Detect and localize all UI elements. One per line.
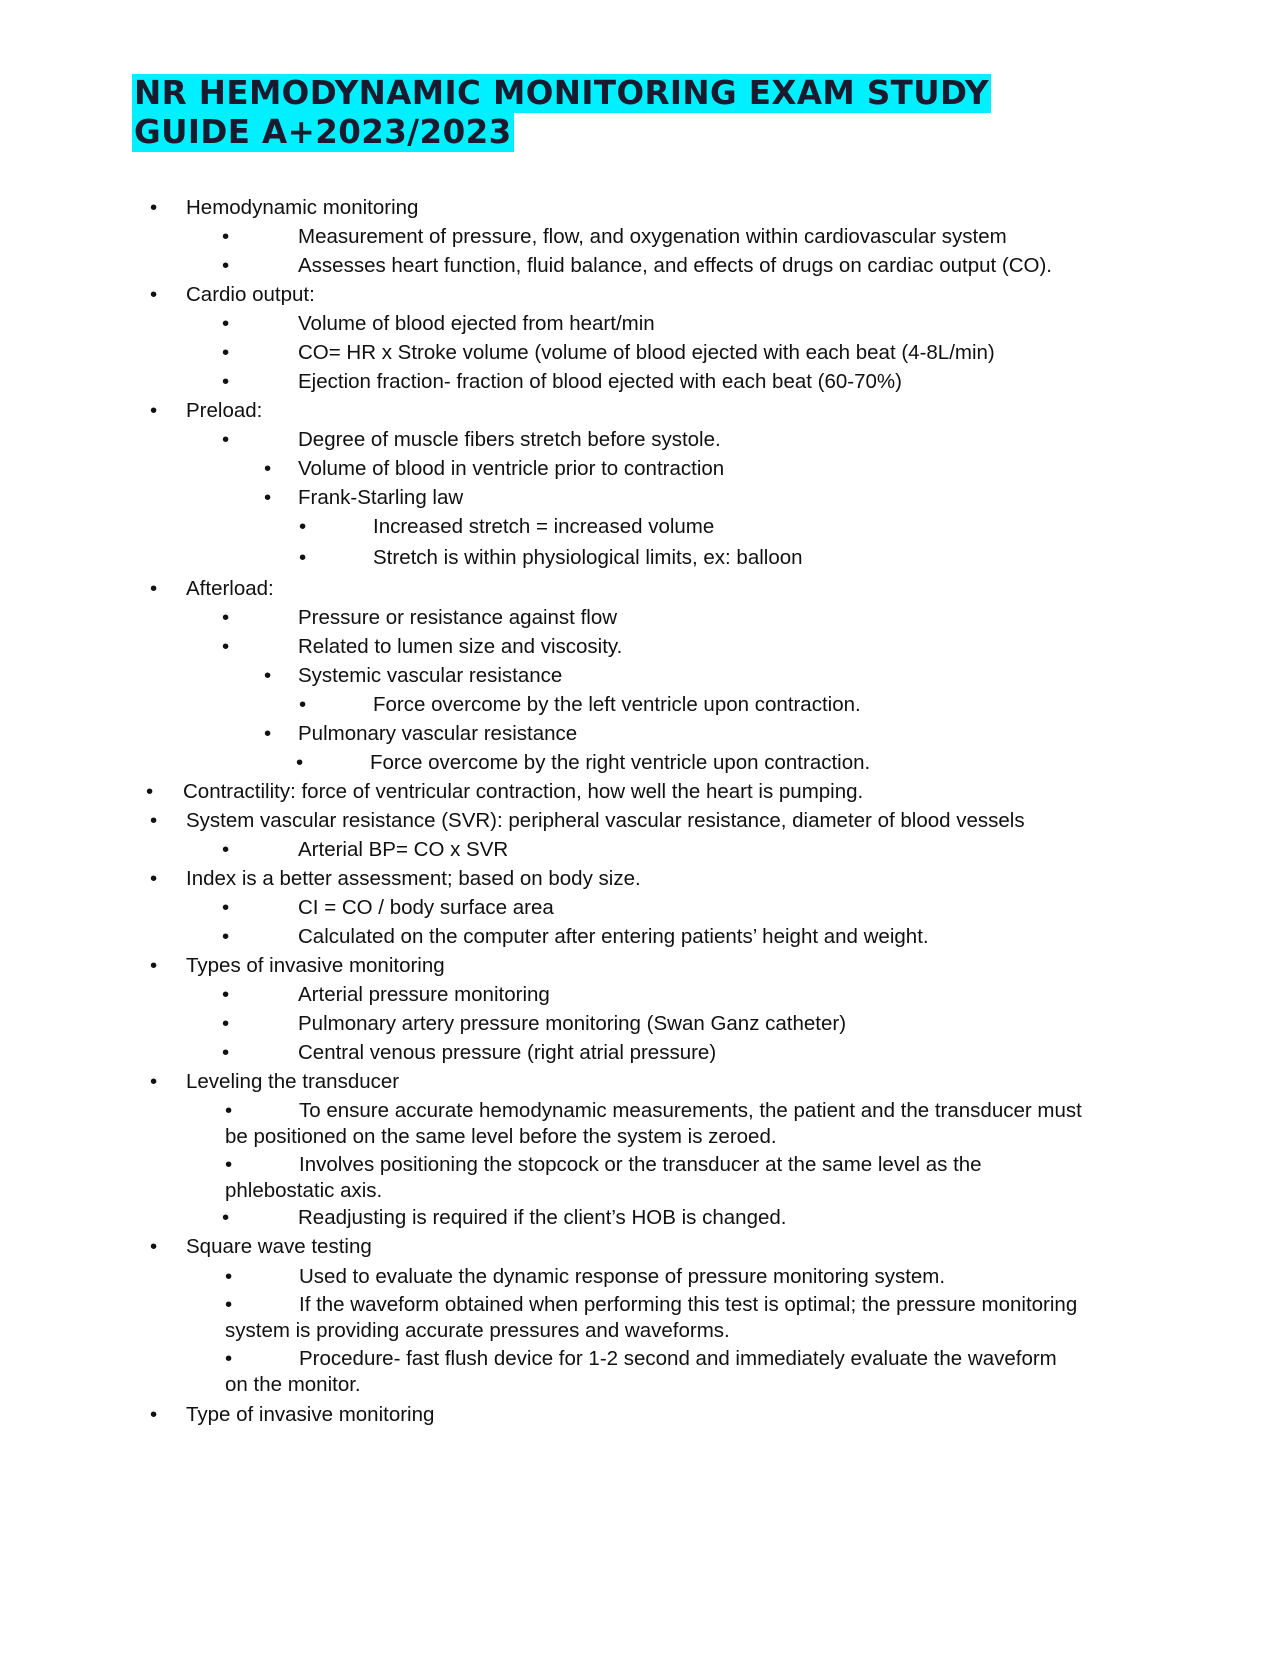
list-item (225, 1292, 1085, 1344)
list-item-text: Frank-Starling law (298, 486, 464, 509)
bullet-icon: • (299, 693, 307, 716)
list-item-text: Pressure or resistance against flow (298, 606, 618, 629)
list-item-text: Procedure- fast flush device for 1-2 second and immediately evaluate the waveform on the monitor. (225, 1347, 1057, 1396)
list-item-text: Stretch is within physiological limits, ex: balloon (373, 546, 803, 569)
bullet-icon: • (150, 954, 158, 977)
bullet-icon: • (264, 486, 272, 509)
list-item-text: Types of invasive monitoring (186, 954, 445, 977)
list-item-text: Index is a better assessment; based on body size. (186, 867, 641, 890)
list-item-text: Pulmonary artery pressure monitoring (Swan Ganz catheter) (298, 1012, 847, 1035)
bullet-icon: • (222, 1041, 230, 1064)
bullet-icon: • (150, 1403, 158, 1426)
bullet-icon: • (150, 809, 158, 832)
list-item-text: Volume of blood in ventricle prior to contraction (298, 457, 725, 480)
title-line-1: NR HEMODYNAMIC MONITORING EXAM STUDY (134, 74, 989, 112)
title-line-2: GUIDE A+2023/2023 (134, 113, 512, 151)
bullet-icon: • (222, 428, 230, 451)
list-item (225, 1346, 1085, 1398)
list-item-text: Hemodynamic monitoring (186, 196, 419, 219)
list-item-text: Force overcome by the left ventricle upon contraction. (373, 693, 861, 716)
bullet-icon: • (264, 457, 272, 480)
list-item-text: Ejection fraction- fraction of blood ejected with each beat (60-70%) (298, 370, 902, 393)
list-item-text: Assesses heart function, fluid balance, and effects of drugs on cardiac output (CO). (298, 254, 1052, 277)
bullet-icon: • (222, 312, 230, 335)
list-item-text: Afterload: (186, 577, 274, 600)
bullet-icon: • (225, 1347, 233, 1370)
bullet-icon: • (225, 1153, 233, 1176)
list-item-text: Leveling the transducer (186, 1070, 400, 1093)
bullet-icon: • (296, 751, 304, 774)
list-item-text: Force overcome by the right ventricle upon contraction. (370, 751, 871, 774)
bullet-icon: • (299, 515, 307, 538)
bullet-icon: • (264, 722, 272, 745)
bullet-icon: • (150, 399, 158, 422)
list-item-text: Involves positioning the stopcock or the transducer at the same level as the phlebostatic axis. (225, 1153, 982, 1202)
bullet-icon: • (150, 1235, 158, 1258)
list-item-text: Readjusting is required if the client’s HOB is changed. (298, 1206, 787, 1229)
bullet-icon: • (222, 838, 230, 861)
bullet-icon: • (150, 196, 158, 219)
list-item-text: Square wave testing (186, 1235, 372, 1258)
list-item-text: Volume of blood ejected from heart/min (298, 312, 655, 335)
list-item (225, 1264, 1085, 1290)
bullet-icon: • (150, 867, 158, 890)
list-item (225, 1098, 1085, 1150)
bullet-icon: • (222, 225, 230, 248)
bullet-icon: • (150, 577, 158, 600)
list-item-text: Used to evaluate the dynamic response of pressure monitoring system. (299, 1265, 946, 1288)
list-item-text: Calculated on the computer after entering patients’ height and weight. (298, 925, 929, 948)
bullet-icon: • (222, 896, 230, 919)
bullet-icon: • (146, 780, 154, 803)
list-item-text: CI = CO / body surface area (298, 896, 554, 919)
bullet-icon: • (222, 370, 230, 393)
bullet-icon: • (222, 606, 230, 629)
list-item-text: Increased stretch = increased volume (373, 515, 715, 538)
list-item-text: Preload: (186, 399, 263, 422)
bullet-icon: • (299, 546, 307, 569)
bullet-icon: • (222, 254, 230, 277)
bullet-icon: • (222, 1206, 230, 1229)
list-item-text: Arterial pressure monitoring (298, 983, 550, 1006)
list-item-text: Systemic vascular resistance (298, 664, 563, 687)
list-item-text: If the waveform obtained when performing this test is optimal; the pressure monitoring system is providing accurate pressures and waveforms. (225, 1293, 1078, 1342)
bullet-icon: • (150, 283, 158, 306)
list-item-text: Cardio output: (186, 283, 315, 306)
bullet-icon: • (150, 1070, 158, 1093)
bullet-icon: • (222, 1012, 230, 1035)
bullet-icon: • (222, 635, 230, 658)
bullet-icon: • (264, 664, 272, 687)
list-item-text: Degree of muscle fibers stretch before systole. (298, 428, 721, 451)
list-item-text: Contractility: force of ventricular contraction, how well the heart is pumping. (183, 780, 864, 803)
list-item-text: Type of invasive monitoring (186, 1403, 435, 1426)
list-item-text: To ensure accurate hemodynamic measurements, the patient and the transducer must be positioned on the same level before the system is zeroed. (225, 1099, 1082, 1148)
list-item-text: Related to lumen size and viscosity. (298, 635, 623, 658)
bullet-icon: • (222, 983, 230, 1006)
list-item-text: Arterial BP= CO x SVR (298, 838, 509, 861)
bullet-icon: • (222, 925, 230, 948)
bullet-icon: • (225, 1265, 233, 1288)
bullet-icon: • (222, 341, 230, 364)
bullet-icon: • (225, 1099, 233, 1122)
list-item (225, 1152, 1085, 1204)
list-item-text: Central venous pressure (right atrial pressure) (298, 1041, 717, 1064)
list-item-text: Measurement of pressure, flow, and oxygenation within cardiovascular system (298, 225, 1007, 248)
document-title (132, 74, 991, 152)
list-item-text: Pulmonary vascular resistance (298, 722, 578, 745)
list-item-text: CO= HR x Stroke volume (volume of blood ejected with each beat (4-8L/min) (298, 341, 995, 364)
list-item-text: System vascular resistance (SVR): peripheral vascular resistance, diameter of blood vessels (186, 809, 1025, 832)
bullet-icon: • (225, 1293, 233, 1316)
